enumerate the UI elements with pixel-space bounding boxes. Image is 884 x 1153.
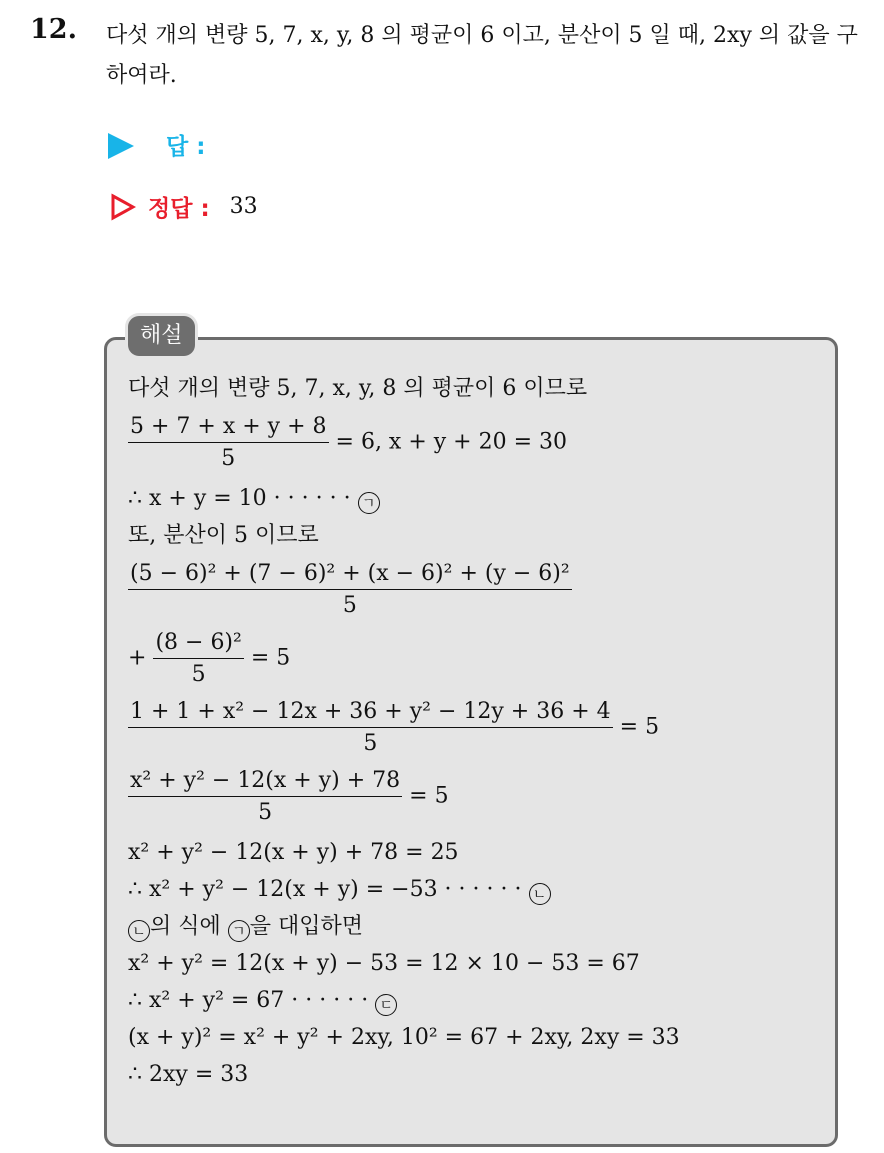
solution-text: 의 식에 [150, 914, 221, 939]
fraction [128, 411, 329, 474]
solution-line [128, 871, 818, 908]
fraction-numerator: 5 + 7 + x + y + 8 [128, 411, 329, 443]
answer-row [108, 128, 205, 161]
solution-fraction-line [128, 411, 818, 474]
question-text: 다섯 개의 변량 5, 7, x, y, 8 의 평균이 6 이고, 분산이 5 일 때, 2xy 의 값을 구하여라. [106, 23, 858, 88]
solution-fraction-line [128, 627, 818, 690]
fraction-rest: = 5 [619, 714, 660, 740]
fraction [128, 558, 572, 621]
solution-text: ∴ x² + y² = 67 · · · · · · [128, 988, 369, 1013]
solution-line: (x + y)² = x² + y² + 2xy, 10² = 67 + 2xy, 2xy = 33 [128, 1025, 680, 1050]
solution-fraction-line [128, 765, 818, 828]
fraction-denominator: 5 [342, 593, 357, 618]
solution-line: x² + y² − 12(x + y) + 78 = 25 [128, 840, 459, 865]
fraction-numerator: (5 − 6)² + (7 − 6)² + (x − 6)² + (y − 6)² [128, 558, 572, 590]
circled-mark: ㄴ [128, 920, 150, 942]
correct-answer-label: 정답 : [148, 196, 210, 222]
solution-text: 을 대입하면 [249, 914, 364, 939]
correct-answer-row [110, 190, 258, 223]
question-number: 12. [30, 14, 77, 45]
fraction-prefix: + [128, 645, 147, 671]
solution-line [128, 982, 818, 1019]
correct-answer-value: 33 [229, 194, 258, 219]
fraction [128, 696, 613, 759]
solution-fraction-line [128, 696, 818, 759]
circled-mark: ㄷ [375, 994, 397, 1016]
circled-mark: ㄴ [529, 883, 551, 905]
fraction [128, 765, 402, 828]
solution-line: ∴ 2xy = 33 [128, 1062, 249, 1087]
fraction-denominator: 5 [258, 800, 273, 825]
solution-text: ∴ x² + y² − 12(x + y) = −53 · · · · · · [128, 877, 522, 902]
play-triangle-icon [108, 133, 134, 159]
solution-text: ∴ x + y = 10 · · · · · · [128, 486, 351, 511]
answer-label: 답 : [166, 134, 206, 160]
outline-triangle-icon [110, 193, 136, 221]
fraction-denominator: 5 [191, 662, 206, 687]
fraction-numerator: (8 − 6)² [153, 627, 243, 659]
solution-fraction-line [128, 558, 818, 621]
solution-tag: 해설 [128, 316, 195, 356]
fraction-rest: = 5 [409, 783, 449, 809]
fraction [153, 627, 243, 690]
fraction-denominator: 5 [221, 446, 236, 471]
fraction-numerator: x² + y² − 12(x + y) + 78 [128, 765, 402, 797]
circled-mark: ㄱ [358, 492, 380, 514]
solution-body [128, 370, 818, 1093]
solution-line [128, 480, 818, 517]
fraction-rest: = 6, x + y + 20 = 30 [335, 429, 568, 455]
fraction-denominator: 5 [363, 731, 378, 756]
solution-line: 다섯 개의 변량 5, 7, x, y, 8 의 평균이 6 이므로 [128, 376, 588, 401]
fraction-numerator: 1 + 1 + x² − 12x + 36 + y² − 12y + 36 + 4 [128, 696, 613, 728]
solution-line [128, 908, 818, 945]
circled-mark: ㄱ [228, 920, 250, 942]
fraction-rest: = 5 [250, 645, 291, 671]
solution-line: 또, 분산이 5 이므로 [128, 523, 319, 548]
solution-line: x² + y² = 12(x + y) − 53 = 12 × 10 − 53 = 67 [128, 951, 640, 976]
